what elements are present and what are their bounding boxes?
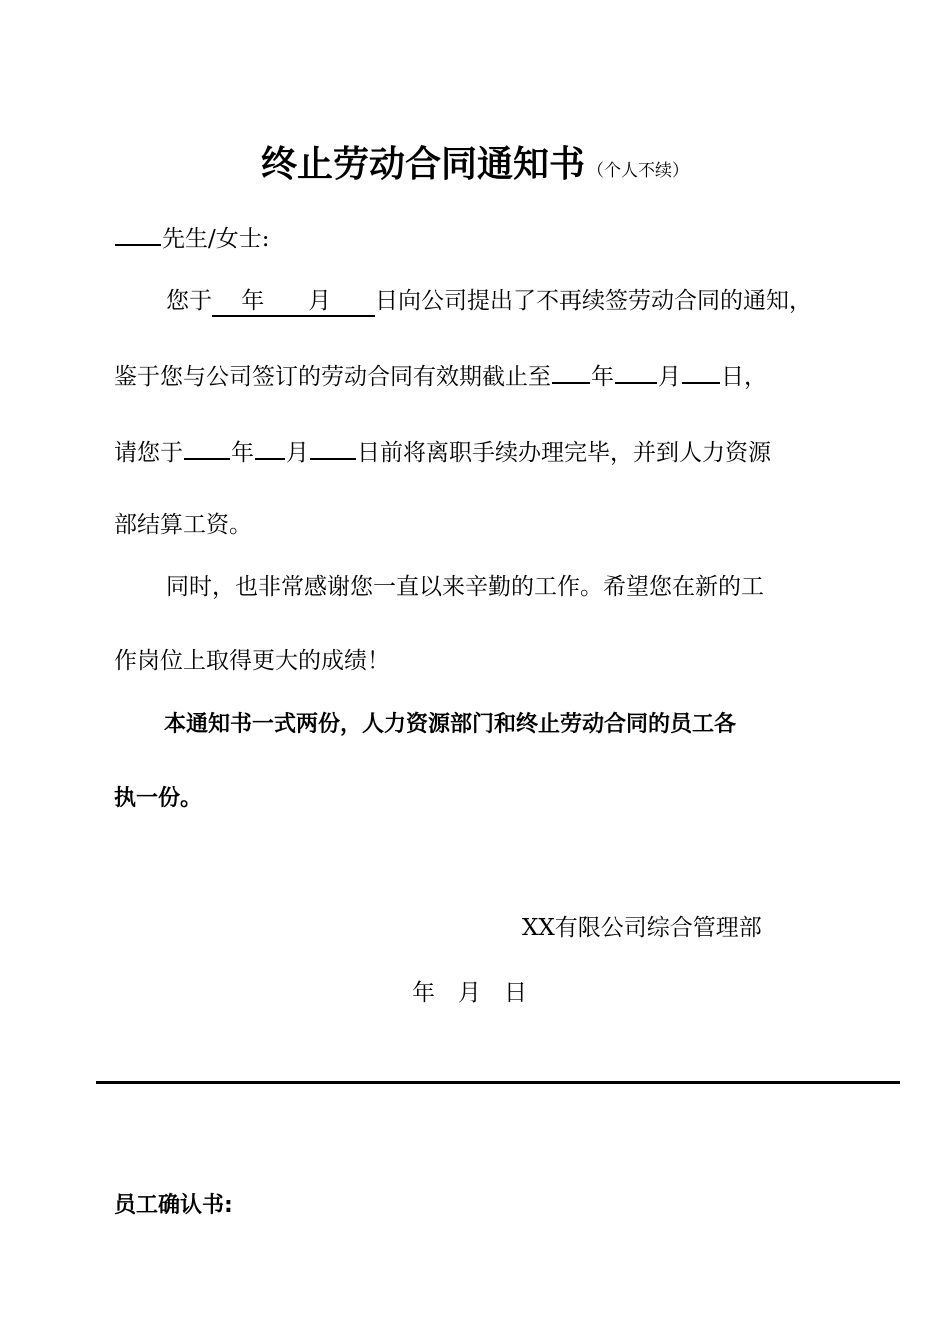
paragraph1-line4: 部结算工资。	[114, 512, 252, 538]
signature-date: 年 月 日	[412, 980, 527, 1006]
p1-line2-day: 日，	[721, 364, 767, 390]
p1-line2-text: 鉴于您与公司签订的劳动合同有效期截止至	[114, 364, 551, 390]
deadline-day-blank	[310, 436, 356, 460]
expiry-year-blank	[552, 360, 590, 384]
p1-day-rest: 日向公司提出了不再续签劳动合同的通知，	[375, 288, 812, 314]
p1-lead: 您于	[166, 288, 212, 314]
p1-year: 年	[241, 288, 265, 314]
paragraph3-line1: 本通知书一式两份，人力资源部门和终止劳动合同的员工各	[164, 712, 737, 737]
title-row	[0, 136, 950, 187]
name-blank	[115, 222, 161, 246]
company-signature: XX有限公司综合管理部	[522, 915, 762, 941]
expiry-month-blank	[615, 360, 657, 384]
document-title: 终止劳动合同通知书	[260, 144, 585, 185]
expiry-day-blank	[682, 360, 720, 384]
deadline-month-blank	[255, 436, 285, 460]
confirmation-title: 员工确认书:	[114, 1193, 233, 1218]
section-divider	[96, 1081, 900, 1084]
p1-month: 月	[308, 288, 332, 314]
p1-line3-lead: 请您于	[114, 440, 183, 466]
title-note: （个人不续）	[587, 161, 689, 181]
paragraph2-line1: 同时，也非常感谢您一直以来辛勤的工作。希望您在新的工	[166, 574, 764, 600]
p1-line3-rest: 日前将离职手续办理完毕，并到人力资源	[357, 440, 771, 466]
deadline-year-blank	[184, 436, 230, 460]
paragraph1-line3	[114, 436, 771, 468]
request-date-blank	[212, 288, 375, 317]
p1-line2-year: 年	[591, 364, 614, 390]
paragraph3-line2: 执一份。	[114, 786, 203, 811]
paragraph2-line2: 作岗位上取得更大的成绩！	[114, 648, 390, 674]
p1-line2-month: 月	[658, 364, 681, 390]
paragraph1-line1	[166, 286, 812, 316]
p1-line3-year: 年	[231, 440, 254, 466]
p1-line3-month: 月	[286, 440, 309, 466]
salutation-line	[114, 222, 270, 254]
salutation: 先生/女士:	[162, 226, 270, 252]
paragraph1-line2	[114, 360, 767, 392]
